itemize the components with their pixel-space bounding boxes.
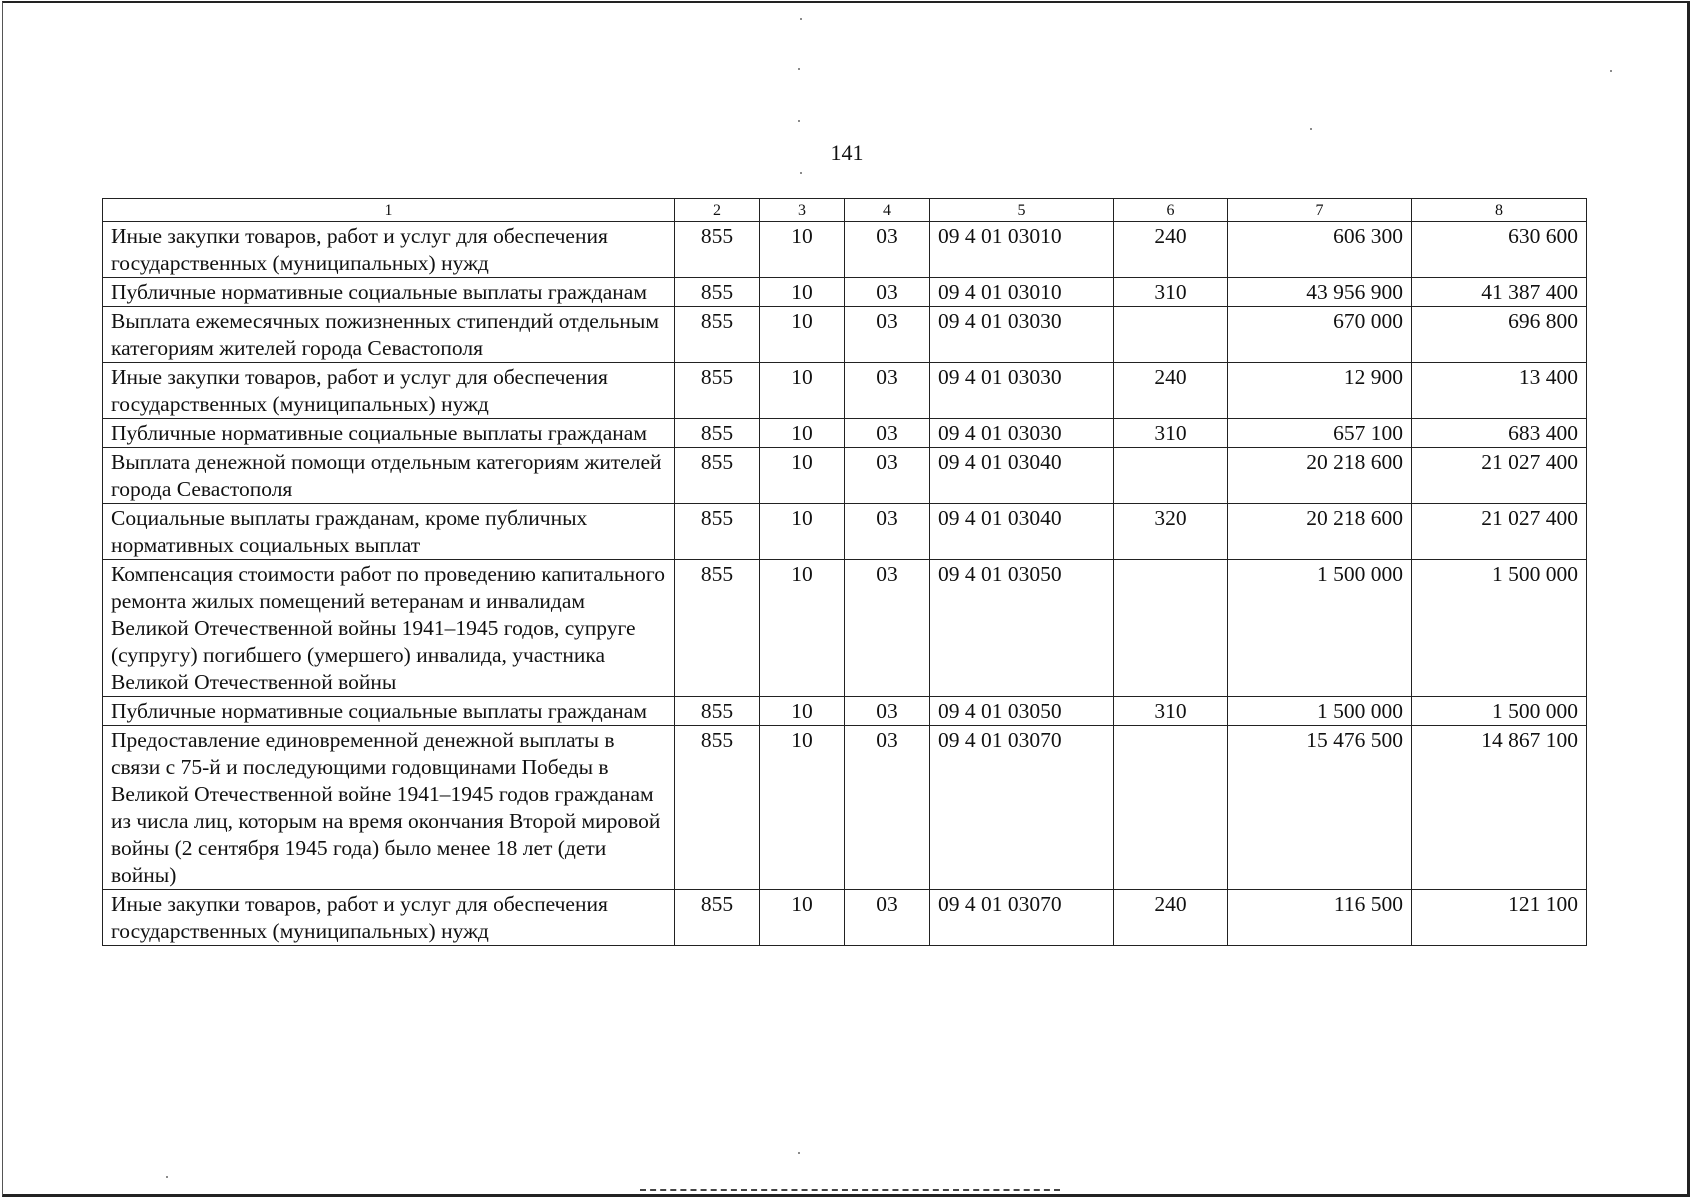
- row-name-cell: Публичные нормативные социальные выплаты гражданам: [103, 278, 675, 307]
- amount-cell-col7: 657 100: [1228, 419, 1412, 448]
- target-code-cell: 09 4 01 03040: [930, 504, 1114, 560]
- amount-cell-col8: 1 500 000: [1412, 560, 1587, 697]
- row-name-cell: Публичные нормативные социальные выплаты гражданам: [103, 697, 675, 726]
- amount-cell-col7: 670 000: [1228, 307, 1412, 363]
- amount-cell-col7: 20 218 600: [1228, 504, 1412, 560]
- subsection-code-cell: 03: [845, 222, 930, 278]
- scan-speck: [1310, 128, 1312, 130]
- amount-cell-col7: 1 500 000: [1228, 697, 1412, 726]
- row-name-cell: Предоставление единовременной денежной выплаты в связи с 75-й и последующими годовщинами Победы в Великой Отечественной войне 1941–1945 годов гражданам из числа лиц, которым на время окончания Второй мировой войны (2 сентября 1945 года) было менее 18 лет (дети войны): [103, 726, 675, 890]
- ministry-code-cell: 855: [675, 890, 760, 946]
- expense-type-cell: 310: [1114, 697, 1228, 726]
- scan-speck: [800, 172, 802, 174]
- subsection-code-cell: 03: [845, 890, 930, 946]
- ministry-code-cell: 855: [675, 504, 760, 560]
- section-code-cell: 10: [760, 504, 845, 560]
- ministry-code-cell: 855: [675, 419, 760, 448]
- amount-cell-col8: 683 400: [1412, 419, 1587, 448]
- section-code-cell: 10: [760, 726, 845, 890]
- section-code-cell: 10: [760, 560, 845, 697]
- section-code-cell: 10: [760, 419, 845, 448]
- row-name-cell: Публичные нормативные социальные выплаты гражданам: [103, 419, 675, 448]
- budget-table: [102, 198, 1587, 946]
- header-cell: 8: [1412, 199, 1587, 222]
- subsection-code-cell: 03: [845, 278, 930, 307]
- expense-type-cell: 240: [1114, 890, 1228, 946]
- target-code-cell: 09 4 01 03030: [930, 419, 1114, 448]
- target-code-cell: 09 4 01 03030: [930, 307, 1114, 363]
- amount-cell-col7: 1 500 000: [1228, 560, 1412, 697]
- scan-speck: [1610, 70, 1612, 72]
- scan-speck: [800, 18, 802, 20]
- expense-type-cell: [1114, 726, 1228, 890]
- target-code-cell: 09 4 01 03050: [930, 560, 1114, 697]
- row-name-cell: Социальные выплаты гражданам, кроме публичных нормативных социальных выплат: [103, 504, 675, 560]
- ministry-code-cell: 855: [675, 560, 760, 697]
- header-cell: 2: [675, 199, 760, 222]
- table-row: [103, 363, 1587, 419]
- table-row: [103, 307, 1587, 363]
- amount-cell-col7: 43 956 900: [1228, 278, 1412, 307]
- table-row: [103, 890, 1587, 946]
- section-code-cell: 10: [760, 697, 845, 726]
- table-row: [103, 560, 1587, 697]
- target-code-cell: 09 4 01 03010: [930, 278, 1114, 307]
- scan-edge-marks: [640, 1189, 1060, 1194]
- table-row: [103, 278, 1587, 307]
- row-name-cell: Иные закупки товаров, работ и услуг для обеспечения государственных (муниципальных) нужд: [103, 890, 675, 946]
- section-code-cell: 10: [760, 222, 845, 278]
- expense-type-cell: 310: [1114, 419, 1228, 448]
- table-row: [103, 448, 1587, 504]
- amount-cell-col7: 15 476 500: [1228, 726, 1412, 890]
- subsection-code-cell: 03: [845, 504, 930, 560]
- header-cell: 3: [760, 199, 845, 222]
- amount-cell-col8: 21 027 400: [1412, 504, 1587, 560]
- header-cell: 1: [103, 199, 675, 222]
- subsection-code-cell: 03: [845, 560, 930, 697]
- target-code-cell: 09 4 01 03050: [930, 697, 1114, 726]
- ministry-code-cell: 855: [675, 726, 760, 890]
- table-row: [103, 726, 1587, 890]
- amount-cell-col8: 21 027 400: [1412, 448, 1587, 504]
- target-code-cell: 09 4 01 03070: [930, 890, 1114, 946]
- section-code-cell: 10: [760, 278, 845, 307]
- amount-cell-col8: 14 867 100: [1412, 726, 1587, 890]
- subsection-code-cell: 03: [845, 448, 930, 504]
- target-code-cell: 09 4 01 03040: [930, 448, 1114, 504]
- header-cell: 5: [930, 199, 1114, 222]
- amount-cell-col8: 13 400: [1412, 363, 1587, 419]
- subsection-code-cell: 03: [845, 419, 930, 448]
- amount-cell-col8: 41 387 400: [1412, 278, 1587, 307]
- scan-speck: [798, 120, 800, 122]
- row-name-cell: Выплата денежной помощи отдельным категориям жителей города Севастополя: [103, 448, 675, 504]
- amount-cell-col7: 20 218 600: [1228, 448, 1412, 504]
- subsection-code-cell: 03: [845, 726, 930, 890]
- target-code-cell: 09 4 01 03030: [930, 363, 1114, 419]
- ministry-code-cell: 855: [675, 278, 760, 307]
- amount-cell-col8: 696 800: [1412, 307, 1587, 363]
- expense-type-cell: [1114, 307, 1228, 363]
- row-name-cell: Компенсация стоимости работ по проведению капитального ремонта жилых помещений ветеранам и инвалидам Великой Отечественной войны 1941–1945 годов, супруге (супругу) погибшего (умершего) инвалида, участника Великой Отечественной войны: [103, 560, 675, 697]
- page-number: 141: [830, 140, 864, 165]
- table-row: [103, 222, 1587, 278]
- target-code-cell: 09 4 01 03010: [930, 222, 1114, 278]
- scan-speck: [166, 1176, 168, 1178]
- amount-cell-col7: 606 300: [1228, 222, 1412, 278]
- section-code-cell: 10: [760, 363, 845, 419]
- ministry-code-cell: 855: [675, 448, 760, 504]
- header-row: [103, 199, 1587, 222]
- ministry-code-cell: 855: [675, 363, 760, 419]
- header-cell: 7: [1228, 199, 1412, 222]
- section-code-cell: 10: [760, 307, 845, 363]
- ministry-code-cell: 855: [675, 307, 760, 363]
- header-cell: 4: [845, 199, 930, 222]
- expense-type-cell: 240: [1114, 363, 1228, 419]
- amount-cell-col7: 116 500: [1228, 890, 1412, 946]
- section-code-cell: 10: [760, 890, 845, 946]
- table-row: [103, 697, 1587, 726]
- expense-type-cell: 310: [1114, 278, 1228, 307]
- expense-type-cell: 240: [1114, 222, 1228, 278]
- subsection-code-cell: 03: [845, 363, 930, 419]
- expense-type-cell: 320: [1114, 504, 1228, 560]
- amount-cell-col7: 12 900: [1228, 363, 1412, 419]
- header-cell: 6: [1114, 199, 1228, 222]
- expense-type-cell: [1114, 448, 1228, 504]
- ministry-code-cell: 855: [675, 697, 760, 726]
- row-name-cell: Иные закупки товаров, работ и услуг для обеспечения государственных (муниципальных) нужд: [103, 222, 675, 278]
- scan-speck: [798, 1152, 800, 1154]
- amount-cell-col8: 630 600: [1412, 222, 1587, 278]
- scan-speck: [798, 68, 800, 70]
- expense-type-cell: [1114, 560, 1228, 697]
- table-row: [103, 504, 1587, 560]
- row-name-cell: Иные закупки товаров, работ и услуг для обеспечения государственных (муниципальных) нужд: [103, 363, 675, 419]
- ministry-code-cell: 855: [675, 222, 760, 278]
- target-code-cell: 09 4 01 03070: [930, 726, 1114, 890]
- subsection-code-cell: 03: [845, 697, 930, 726]
- section-code-cell: 10: [760, 448, 845, 504]
- row-name-cell: Выплата ежемесячных пожизненных стипендий отдельным категориям жителей города Севастополя: [103, 307, 675, 363]
- amount-cell-col8: 1 500 000: [1412, 697, 1587, 726]
- subsection-code-cell: 03: [845, 307, 930, 363]
- amount-cell-col8: 121 100: [1412, 890, 1587, 946]
- table-row: [103, 419, 1587, 448]
